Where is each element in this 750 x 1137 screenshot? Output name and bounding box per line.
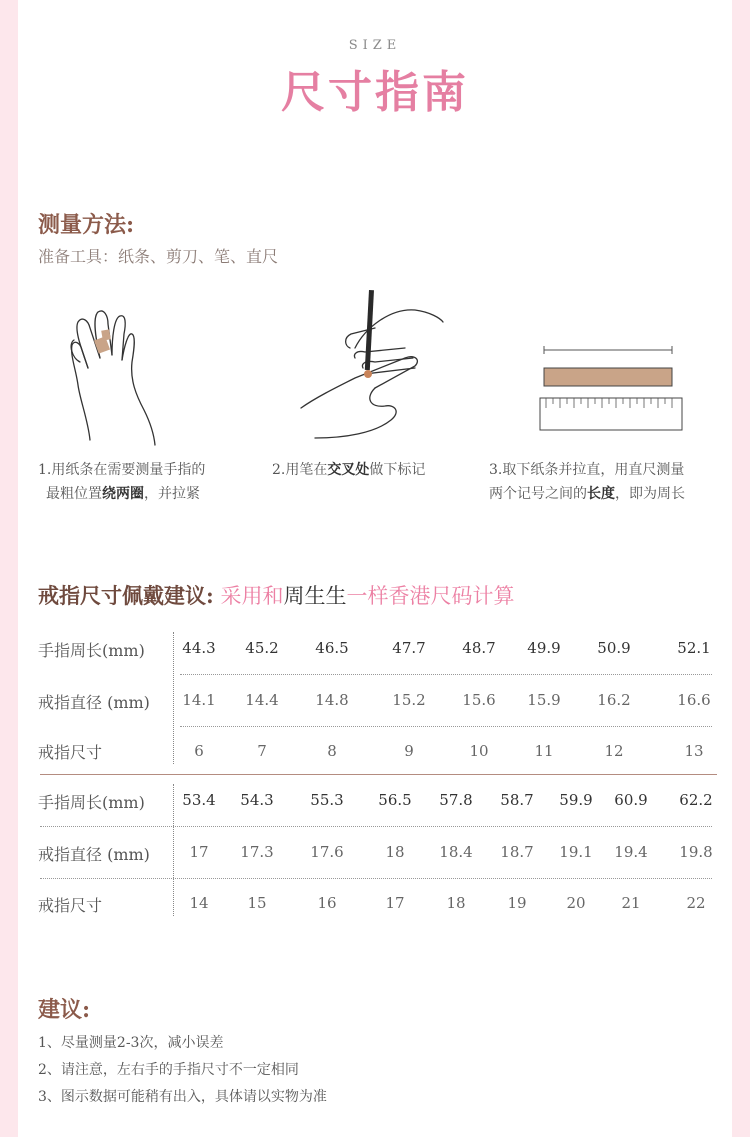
tools-text: 准备工具：纸条、剪刀、笔、直尺 — [38, 247, 279, 266]
table-cell-diameter: 19.1 — [559, 843, 593, 861]
table-cell-diameter: 14.4 — [245, 691, 279, 709]
advice-item: 2、请注意，左右手的手指尺寸不一定相同 — [38, 1062, 299, 1078]
page-title: 尺寸指南 — [281, 67, 469, 118]
table-cell-size: 14 — [189, 894, 209, 912]
table-cell-diameter: 15.2 — [392, 691, 426, 709]
table-cell-diameter: 16.2 — [597, 691, 631, 709]
table-cell-circumference: 62.2 — [679, 791, 713, 809]
table-cell-size: 18 — [446, 894, 466, 912]
table-cell-diameter: 18.7 — [500, 843, 534, 861]
table-cell-circumference: 55.3 — [310, 791, 344, 809]
label-circumference-2: 手指周长(mm) — [38, 793, 145, 812]
table-cell-circumference: 60.9 — [614, 791, 648, 809]
table-cell-size: 15 — [247, 894, 267, 912]
table-cell-size: 19 — [507, 894, 527, 912]
step-3-caption: 3.取下纸条并拉直，用直尺测量 两个记号之间的长度，即为周长 — [489, 462, 685, 502]
table-cell-size: 12 — [604, 742, 624, 760]
row-divider — [180, 726, 712, 727]
label-circumference-1: 手指周长(mm) — [38, 641, 145, 660]
label-size-2: 戒指尺寸 — [38, 896, 103, 915]
table-cell-size: 9 — [404, 742, 414, 760]
label-diameter-2: 戒指直径 (mm) — [38, 845, 150, 864]
table-cell-diameter: 14.8 — [315, 691, 349, 709]
table-cell-circumference: 46.5 — [315, 639, 349, 657]
table-cell-size: 13 — [684, 742, 704, 760]
table-cell-size: 22 — [686, 894, 706, 912]
table-cell-diameter: 16.6 — [677, 691, 711, 709]
table-cell-circumference: 47.7 — [392, 639, 426, 657]
table-cell-diameter: 15.9 — [527, 691, 561, 709]
table-cell-diameter: 19.8 — [679, 843, 713, 861]
advice-heading: 建议: — [38, 997, 91, 1023]
table-cell-size: 21 — [621, 894, 641, 912]
table-cell-circumference: 57.8 — [439, 791, 473, 809]
pen-mark-icon — [295, 288, 445, 448]
table-cell-circumference: 58.7 — [500, 791, 534, 809]
ruler-measure-icon — [538, 342, 686, 434]
table-cell-diameter: 18.4 — [439, 843, 473, 861]
table-cell-size: 10 — [469, 742, 489, 760]
size-label: SIZE — [348, 38, 402, 53]
table-cell-size: 17 — [385, 894, 405, 912]
label-diameter-1: 戒指直径 (mm) — [38, 693, 150, 712]
row-divider — [40, 878, 712, 879]
table-cell-diameter: 15.6 — [462, 691, 496, 709]
table-cell-size: 7 — [257, 742, 267, 760]
step-2-caption: 2.用笔在交叉处做下标记 — [272, 462, 426, 478]
method-heading: 测量方法: — [38, 212, 135, 238]
table-cell-size: 20 — [566, 894, 586, 912]
step-1-caption: 1.用纸条在需要测量手指的 最粗位置绕两圈，并拉紧 — [38, 462, 206, 502]
hand-wrap-icon — [60, 300, 170, 450]
table-cell-circumference: 53.4 — [182, 791, 216, 809]
table-cell-diameter: 17.6 — [310, 843, 344, 861]
advice-item: 1、尽量测量2-3次，减小误差 — [38, 1035, 224, 1051]
table-cell-diameter: 17.3 — [240, 843, 274, 861]
table-cell-size: 6 — [194, 742, 204, 760]
advice-item: 3、图示数据可能稍有出入，具体请以实物为准 — [38, 1089, 327, 1105]
table-cell-circumference: 59.9 — [559, 791, 593, 809]
table-cell-diameter: 18 — [385, 843, 405, 861]
table-cell-circumference: 49.9 — [527, 639, 561, 657]
table-cell-size: 8 — [327, 742, 337, 760]
table-cell-size: 11 — [534, 742, 554, 760]
table-cell-circumference: 52.1 — [677, 639, 711, 657]
table-cell-diameter: 19.4 — [614, 843, 648, 861]
row-divider — [180, 674, 712, 675]
table-cell-circumference: 56.5 — [378, 791, 412, 809]
table-cell-size: 16 — [317, 894, 337, 912]
block-divider — [40, 774, 717, 775]
table-cell-circumference: 45.2 — [245, 639, 279, 657]
size-recommendation-title: 戒指尺寸佩戴建议: 采用和周生生一样香港尺码计算 — [38, 583, 515, 608]
label-size-1: 戒指尺寸 — [38, 743, 103, 762]
page-panel — [18, 0, 732, 1137]
table-cell-diameter: 17 — [189, 843, 209, 861]
table-cell-circumference: 54.3 — [240, 791, 274, 809]
table-cell-circumference: 50.9 — [597, 639, 631, 657]
table-cell-diameter: 14.1 — [182, 691, 216, 709]
row-divider — [40, 826, 712, 827]
table-cell-circumference: 48.7 — [462, 639, 496, 657]
table-cell-circumference: 44.3 — [182, 639, 216, 657]
